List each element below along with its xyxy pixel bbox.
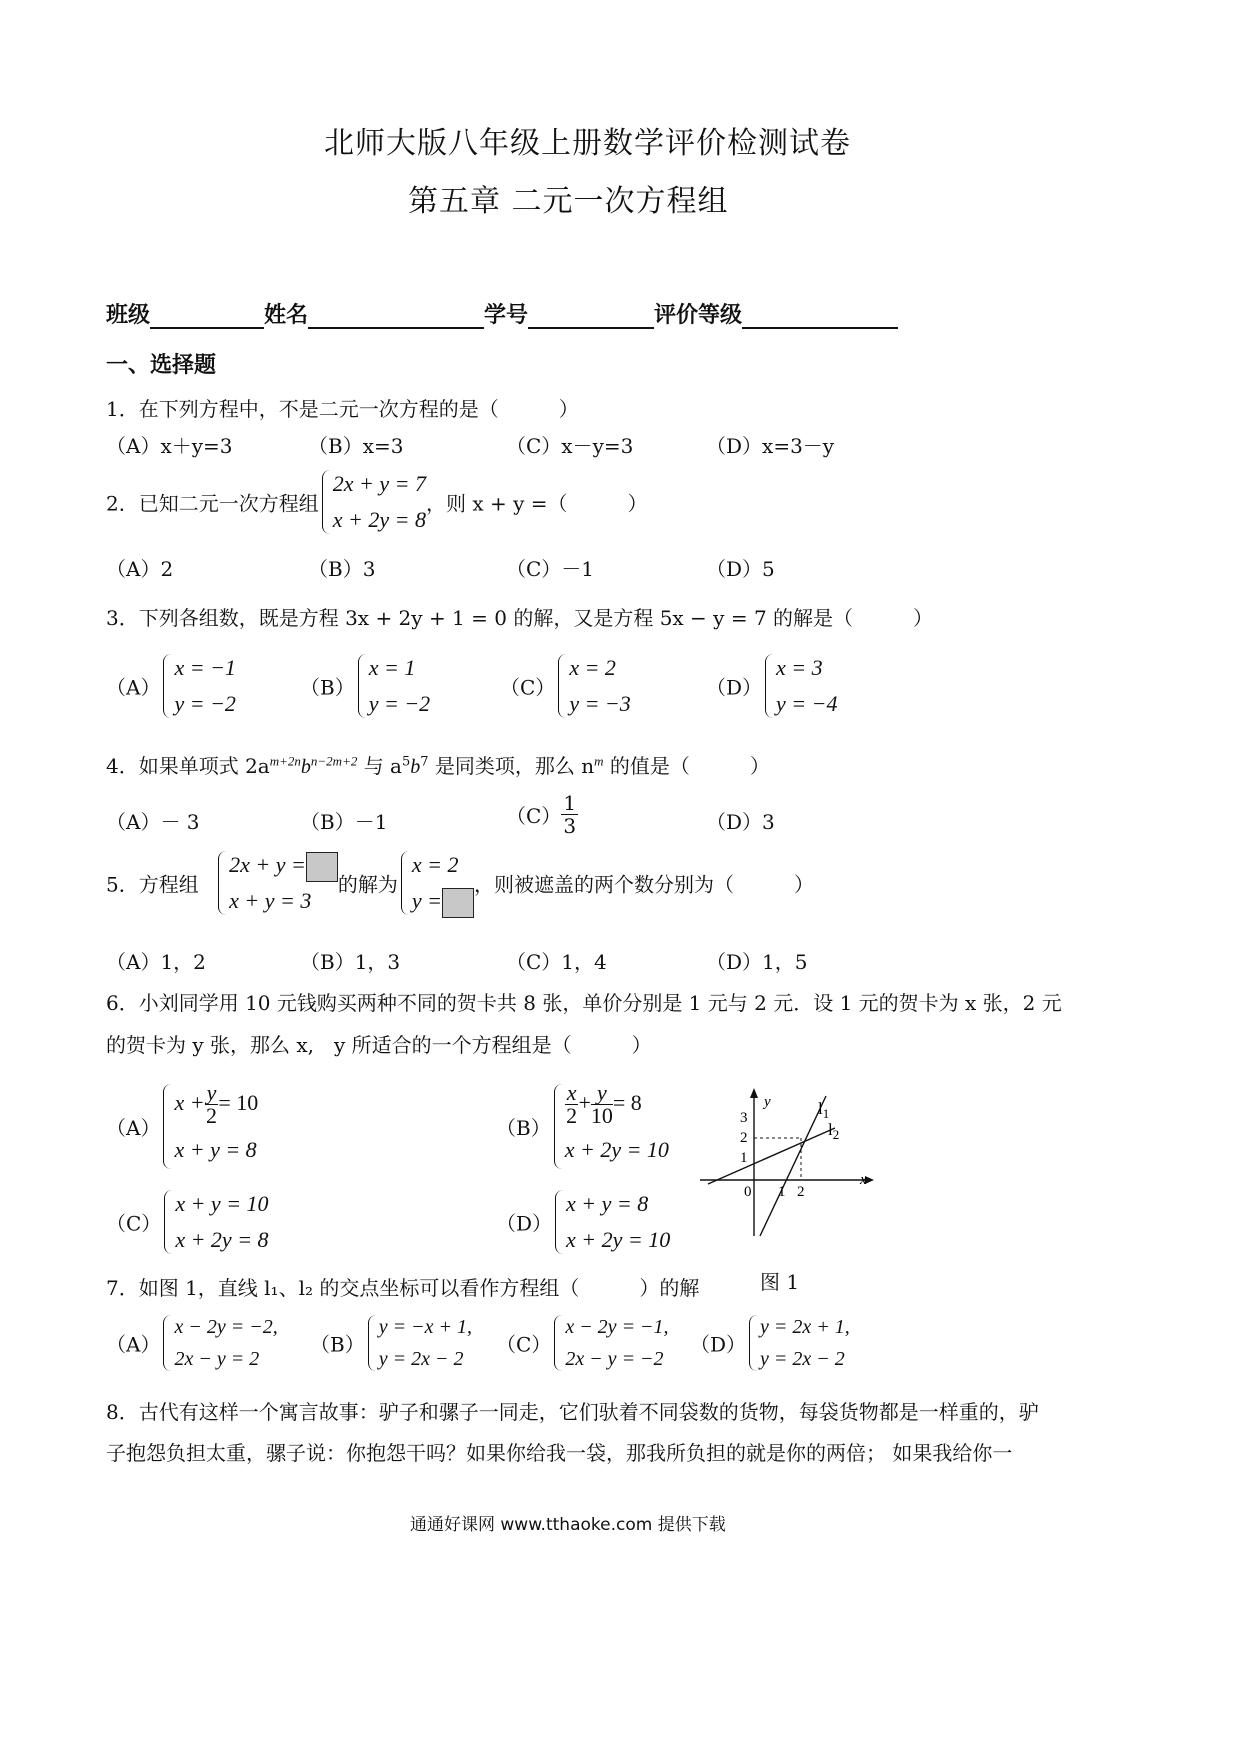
q6-b-eq2: x + 2y = 10 [564,1137,669,1163]
q6-d-eq2: x + 2y = 10 [566,1227,671,1252]
q3-c-eq1: x = 2 [569,655,616,680]
q5-covered-box-1 [306,852,338,882]
q4-suffix: 的值是（ ） [603,754,770,778]
q4-exp3: 5 [401,754,411,770]
q5-mid: 的解为 [337,872,398,897]
q7-a-eq1: x − 2y = −2, [174,1316,278,1338]
q4-option-a: （A）－ 3 [106,810,200,834]
question-8-line-1: 8．古代有这样一个寓言故事：驴子和骡子一同走，它们驮着不同袋数的货物，每袋货物都是一样重的，驴 [106,1400,1039,1424]
q7-a-label: （A） [106,1332,161,1357]
q3-option-d [706,650,838,722]
q6-a-label: （A） [106,1116,161,1141]
q2-option-a: （A）2 [106,557,174,581]
q5-eq1 [229,847,338,883]
q5-sol2 [412,883,474,919]
question-5 [106,847,814,919]
q7-d-system [746,1311,850,1375]
page-title: 北师大版八年级上册数学评价检测试卷 [324,126,851,161]
q3-c-label: （C） [500,675,556,700]
q6-a-eq1 [174,1080,258,1127]
q3-option-c [500,650,631,722]
figure-1-caption: 图 1 [760,1270,800,1294]
q6-b-eq1-post: = 8 [612,1090,642,1115]
name-label: 姓名 [264,303,309,328]
q5-option-b: （B）1，3 [300,950,401,974]
q6-a-num: y [206,1080,217,1106]
question-2 [106,466,648,538]
q6-b-label: （B） [496,1116,551,1141]
line-l1 [760,1096,826,1236]
q4-exp5: m [594,753,604,769]
q6-a-den: 2 [205,1103,217,1129]
question-3: 3．下列各组数，既是方程 3x + 2y + 1 = 0 的解，又是方程 5x − y = 7 的解是（ ） [106,606,934,630]
q4-option-b: （B）－1 [300,810,388,834]
question-8-line-2: 子抱怨负担太重，骡子说：你抱怨干吗？如果你给我一袋，那我所负担的就是你的两倍； 如果我给你一 [106,1441,1013,1465]
tick-y-2: 2 [740,1130,748,1146]
q4-option-d: （D）3 [706,810,775,834]
q2-suffix: ，则 x + y =（ ） [425,491,648,516]
q6-a-eq1-post: = 10 [218,1090,259,1115]
q4-prefix: 4．如果单项式 2a [106,754,270,778]
q2-eq1: 2x + y = 7 [332,471,426,496]
q1-option-d: （D）x=3－y [706,434,835,458]
q6-option-c [106,1186,269,1258]
page-subtitle: 第五章 二元一次方程组 [408,184,729,219]
q4-exp2: n−2m+2 [310,753,358,769]
q6-b-fraction-2 [591,1082,613,1127]
q3-d-eq1: x = 3 [776,655,823,680]
q3-b-eq2: y = −2 [368,691,431,716]
y-axis-arrow [750,1088,758,1098]
q6-b-system [551,1080,669,1173]
q2-option-d: （D）5 [706,557,775,581]
q6-d-system [552,1186,670,1258]
q4-exp4: 7 [420,754,429,770]
q1-option-b: （B）x=3 [308,434,404,458]
q6-option-a [106,1080,258,1173]
label-l2: $l_2$ [828,1120,840,1142]
q6-a-eq2: x + y = 8 [174,1137,257,1163]
tick-y-3: 3 [740,1110,748,1126]
tick-y-1: 1 [740,1150,748,1166]
q5-eq1-text: 2x + y = [229,852,306,877]
class-field[interactable] [150,305,264,329]
q4-option-c [506,792,578,837]
q4-exp1: m+2n [269,753,301,769]
q2-eq2: x + 2y = 8 [332,507,426,532]
q7-d-eq2: y = 2x − 2 [760,1348,845,1370]
q7-c-label: （C） [496,1332,552,1357]
q7-d-eq1: y = 2x + 1, [760,1316,850,1338]
tick-x-1: 1 [778,1184,786,1200]
q3-c-system [555,650,630,722]
question-1: 1．在下列方程中，不是二元一次方程的是（ ） [106,397,579,421]
q5-option-c: （C）1，4 [506,950,607,974]
q1-option-c: （C）x－y=3 [506,434,634,458]
line-l2 [708,1128,835,1184]
tick-x-2: 2 [797,1184,805,1200]
q5-sol1: x = 2 [411,852,459,877]
q7-a-eq2: 2x − y = 2 [174,1348,260,1370]
question-6-line-2: 的贺卡为 y 张，那么 x, y 所适合的一个方程组是（ ） [106,1033,652,1057]
grade-field[interactable] [742,305,898,329]
q7-c-eq2: 2x − y = −2 [565,1348,664,1370]
tick-origin: 0 [744,1184,752,1200]
q7-a-system [160,1311,277,1375]
q3-b-eq1: x = 1 [368,655,416,680]
q5-system [215,847,338,919]
q6-c-eq1: x + y = 10 [175,1191,269,1216]
label-l1: $l_1$ [818,1099,830,1121]
q2-system [319,466,426,538]
q4-mid4: 是同类项，那么 n [428,754,595,778]
q2-prefix: 2．已知二元一次方程组 [106,491,319,516]
number-label: 学号 [484,303,529,328]
q7-b-eq1: y = −x + 1, [378,1316,472,1338]
q3-d-label: （D） [706,675,763,700]
q5-option-a: （A）1，2 [106,950,206,974]
q6-b-num1: x [566,1080,577,1106]
q6-c-eq2: x + 2y = 8 [175,1227,269,1252]
q7-b-system [365,1311,472,1375]
q7-b-label: （B） [310,1332,365,1357]
section-heading: 一、选择题 [106,353,217,378]
figure-1-graph [700,1088,880,1238]
class-label: 班级 [106,303,151,328]
q7-c-eq1: x − 2y = −1, [565,1316,669,1338]
q6-b-fraction-1 [565,1082,579,1127]
q7-c-system [551,1311,668,1375]
question-6-line-1: 6．小刘同学用 10 元钱购买两种不同的贺卡共 8 张，单价分别是 1 元与 2 元．设 1 元的贺卡为 x 张，2 元 [106,991,1062,1015]
q6-option-d [496,1186,670,1258]
q3-a-label: （A） [106,675,161,700]
q5-eq2: x + y = 3 [229,888,312,913]
q4-c-fraction [561,792,578,837]
q3-d-system [762,650,837,722]
q6-a-fraction [205,1082,219,1127]
q3-option-a [106,650,236,722]
q2-option-c: （C）－1 [506,557,595,581]
q3-a-eq2: y = −2 [174,691,236,716]
page-footer: 通通好课网 www.tthaoke.com 提供下载 [410,1515,726,1535]
number-field[interactable] [528,305,654,329]
name-field[interactable] [308,305,484,329]
q3-b-label: （B） [300,675,355,700]
q7-option-c [496,1311,669,1375]
q7-option-a [106,1311,278,1375]
q4-c-num: 1 [563,791,577,815]
q4-mid1: b [300,756,311,778]
q6-d-eq1: x + y = 8 [566,1191,649,1216]
q5-sol2-text: y = [411,888,442,913]
q4-mid3: b [410,756,421,778]
q4-c-den: 3 [563,814,577,838]
q6-c-label: （C） [106,1211,162,1236]
q6-b-eq1 [565,1080,669,1127]
q2-option-b: （B）3 [308,557,376,581]
student-info-line [106,298,898,329]
q7-option-d [690,1311,850,1375]
question-7: 7．如图 1，直线 l₁、l₂ 的交点坐标可以看作方程组（ ）的解 [106,1276,700,1300]
q5-option-d: （D）1，5 [706,950,808,974]
q6-b-den1: 2 [566,1103,578,1129]
q3-a-eq1: x = −1 [174,655,236,680]
q6-option-b [496,1080,669,1173]
q7-d-label: （D） [690,1332,747,1357]
q3-option-b [300,650,430,722]
q6-b-plus: + [578,1090,591,1115]
q5-prefix: 5．方程组 [106,872,199,897]
question-4 [106,750,770,779]
q4-c-label: （C） [506,804,562,828]
q5-suffix: ，则被遮盖的两个数分别为（ ） [473,872,814,897]
q5-solution [398,847,474,919]
q4-mid2: 与 a [357,754,402,778]
q6-c-system [161,1186,268,1258]
y-axis-label: y [764,1094,771,1110]
grade-label: 评价等级 [654,303,743,328]
q1-option-a: （A）x＋y=3 [106,434,233,458]
x-axis-label: x [860,1172,867,1188]
q7-option-b [310,1311,472,1375]
q6-d-label: （D） [496,1211,553,1236]
q6-a-eq1-pre: x + [174,1090,205,1115]
q5-covered-box-2 [442,888,474,918]
q3-d-eq2: y = −4 [776,691,838,716]
q6-b-num2: y [591,1082,613,1105]
q3-c-eq2: y = −3 [569,691,631,716]
q7-b-eq2: y = 2x − 2 [378,1348,464,1370]
q6-b-den2: 10 [590,1103,613,1129]
q6-a-system [160,1080,258,1173]
q3-a-system [160,650,235,722]
q3-b-system [355,650,430,722]
